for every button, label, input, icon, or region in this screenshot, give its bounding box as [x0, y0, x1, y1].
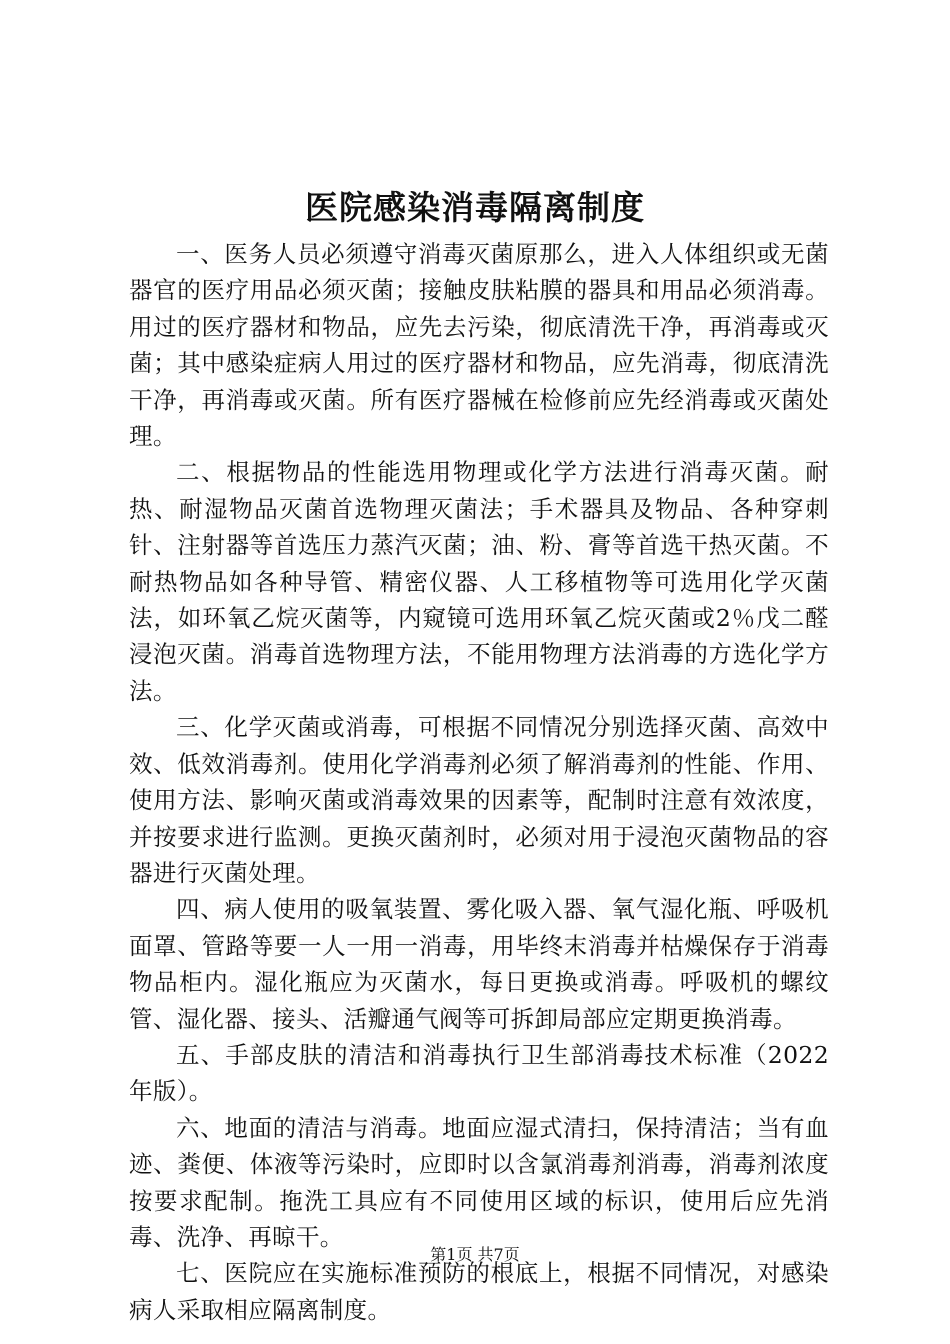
paragraph-3: 三、化学灭菌或消毒，可根据不同情况分别选择灭菌、高效中效、低效消毒剂。使用化学消毒剂必须了解消毒剂的性能、作用、使用方法、影响灭菌或消毒效果的因素等，配制时注意有效浓度，并按要求进行监测。更换灭菌剂时，必须对用于浸泡灭菌物品的容器进行灭菌处理。 — [129, 713, 829, 887]
page-footer: 第1页 共7页 — [430, 1245, 520, 1264]
paragraph-4: 四、病人使用的吸氧装置、雾化吸入器、氧气湿化瓶、呼吸机面罩、管路等要一人一用一消毒，用毕终末消毒并枯燥保存于消毒物品柜内。湿化瓶应为灭菌水，每日更换或消毒。呼吸机的螺纹管、湿化器、接头、活瓣通气阀等可拆卸局部应定期更换消毒。 — [129, 895, 829, 1033]
document-body — [129, 236, 829, 1328]
paragraph-6: 六、地面的清洁与消毒。地面应湿式清扫，保持清洁；当有血迹、粪便、体液等污染时，应即时以含氯消毒剂消毒，消毒剂浓度按要求配制。拖洗工具应有不同使用区域的标识，使用后应先消毒、洗净、再晾干。 — [129, 1113, 829, 1251]
paragraph-5: 五、手部皮肤的清洁和消毒执行卫生部消毒技术标准（2022年版）。 — [129, 1040, 829, 1106]
paragraph-7: 七、医院应在实施标准预防的根底上，根据不同情况，对感染病人采取相应隔离制度。 — [129, 1259, 829, 1324]
paragraph-2: 二、根据物品的性能选用物理或化学方法进行消毒灭菌。耐热、耐湿物品灭菌首选物理灭菌法；手术器具及物品、各种穿刺针、注射器等首选压力蒸汽灭菌；油、粉、膏等首选干热灭菌。不耐热物品如各种导管、精密仪器、人工移植物等可选用化学灭菌法，如环氧乙烷灭菌等，内窥镜可选用环氧乙烷灭菌或2％戊二醛浸泡灭菌。消毒首选物理方法，不能用物理方法消毒的方选化学方法。 — [129, 458, 829, 705]
paragraph-1: 一、医务人员必须遵守消毒灭菌原那么，进入人体组织或无菌器官的医疗用品必须灭菌；接触皮肤粘膜的器具和用品必须消毒。用过的医疗器材和物品，应先去污染，彻底清洗干净，再消毒或灭菌；其中感染症病人用过的医疗器材和物品，应先消毒，彻底清洗干净，再消毒或灭菌。所有医疗器械在检修前应先经消毒或灭菌处理。 — [129, 240, 829, 451]
document-title: 医院感染消毒隔离制度 — [305, 188, 645, 227]
